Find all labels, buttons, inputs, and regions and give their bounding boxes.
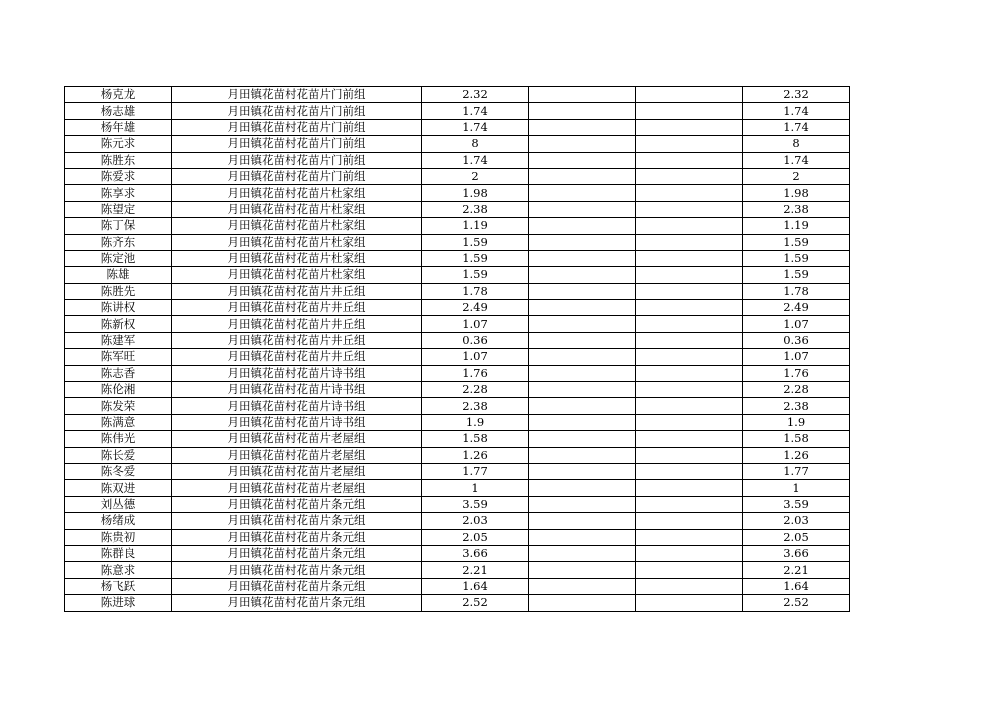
name-cell: 陈新权 — [65, 316, 172, 332]
empty-cell — [636, 513, 743, 529]
empty-cell — [636, 103, 743, 119]
area-cell: 1.74 — [422, 103, 529, 119]
empty-cell — [636, 267, 743, 283]
empty-cell — [636, 87, 743, 103]
table-row — [65, 463, 850, 479]
empty-cell — [529, 414, 636, 430]
empty-cell — [636, 382, 743, 398]
table-row — [65, 447, 850, 463]
area-cell: 1.19 — [422, 218, 529, 234]
empty-cell — [529, 136, 636, 152]
name-cell: 陈意求 — [65, 562, 172, 578]
empty-cell — [636, 332, 743, 348]
total-cell: 3.59 — [743, 496, 850, 512]
total-cell: 1.64 — [743, 578, 850, 594]
total-cell: 1.98 — [743, 185, 850, 201]
empty-cell — [529, 332, 636, 348]
address-cell: 月田镇花苗村花苗片井丘组 — [172, 349, 422, 365]
empty-cell — [636, 185, 743, 201]
area-cell: 2.38 — [422, 201, 529, 217]
table-row — [65, 496, 850, 512]
address-cell: 月田镇花苗村花苗片诗书组 — [172, 382, 422, 398]
address-cell: 月田镇花苗村花苗片老屋组 — [172, 431, 422, 447]
address-cell: 月田镇花苗村花苗片井丘组 — [172, 300, 422, 316]
empty-cell — [636, 398, 743, 414]
total-cell: 2.05 — [743, 529, 850, 545]
empty-cell — [636, 300, 743, 316]
name-cell: 杨克龙 — [65, 87, 172, 103]
address-cell: 月田镇花苗村花苗片诗书组 — [172, 414, 422, 430]
total-cell: 1.26 — [743, 447, 850, 463]
area-cell: 1.74 — [422, 119, 529, 135]
name-cell: 陈发荣 — [65, 398, 172, 414]
empty-cell — [529, 234, 636, 250]
address-cell: 月田镇花苗村花苗片杜家组 — [172, 267, 422, 283]
empty-cell — [636, 136, 743, 152]
empty-cell — [529, 480, 636, 496]
total-cell: 3.66 — [743, 545, 850, 561]
empty-cell — [529, 283, 636, 299]
total-cell: 1.07 — [743, 316, 850, 332]
total-cell: 2.21 — [743, 562, 850, 578]
table-row — [65, 283, 850, 299]
empty-cell — [636, 168, 743, 184]
name-cell: 陈元求 — [65, 136, 172, 152]
total-cell: 2.28 — [743, 382, 850, 398]
total-cell: 8 — [743, 136, 850, 152]
empty-cell — [636, 431, 743, 447]
area-cell: 0.36 — [422, 332, 529, 348]
total-cell: 1.76 — [743, 365, 850, 381]
total-cell: 1.59 — [743, 267, 850, 283]
table-row — [65, 267, 850, 283]
empty-cell — [636, 201, 743, 217]
empty-cell — [636, 250, 743, 266]
area-cell: 1.59 — [422, 234, 529, 250]
table-row — [65, 382, 850, 398]
table-row — [65, 250, 850, 266]
address-cell: 月田镇花苗村花苗片老屋组 — [172, 480, 422, 496]
address-cell: 月田镇花苗村花苗片杜家组 — [172, 234, 422, 250]
total-cell: 2.03 — [743, 513, 850, 529]
empty-cell — [529, 316, 636, 332]
empty-cell — [636, 119, 743, 135]
address-cell: 月田镇花苗村花苗片门前组 — [172, 119, 422, 135]
total-cell: 1.9 — [743, 414, 850, 430]
empty-cell — [529, 382, 636, 398]
empty-cell — [529, 201, 636, 217]
table-row — [65, 201, 850, 217]
address-cell: 月田镇花苗村花苗片杜家组 — [172, 250, 422, 266]
empty-cell — [529, 250, 636, 266]
area-cell: 2.03 — [422, 513, 529, 529]
area-cell: 8 — [422, 136, 529, 152]
table-row — [65, 414, 850, 430]
address-cell: 月田镇花苗村花苗片门前组 — [172, 136, 422, 152]
empty-cell — [636, 218, 743, 234]
empty-cell — [636, 349, 743, 365]
address-cell: 月田镇花苗村花苗片条元组 — [172, 578, 422, 594]
area-cell: 1.58 — [422, 431, 529, 447]
name-cell: 陈建军 — [65, 332, 172, 348]
address-cell: 月田镇花苗村花苗片门前组 — [172, 152, 422, 168]
total-cell: 1.74 — [743, 119, 850, 135]
table-row — [65, 480, 850, 496]
area-cell: 2.28 — [422, 382, 529, 398]
area-cell: 2.05 — [422, 529, 529, 545]
name-cell: 陈雄 — [65, 267, 172, 283]
empty-cell — [529, 267, 636, 283]
area-cell: 1.74 — [422, 152, 529, 168]
empty-cell — [529, 496, 636, 512]
name-cell: 陈爱求 — [65, 168, 172, 184]
area-cell: 1.76 — [422, 365, 529, 381]
table-row — [65, 578, 850, 594]
empty-cell — [529, 447, 636, 463]
total-cell: 2.52 — [743, 595, 850, 611]
total-cell: 1.78 — [743, 283, 850, 299]
empty-cell — [529, 578, 636, 594]
table-row — [65, 316, 850, 332]
address-cell: 月田镇花苗村花苗片条元组 — [172, 545, 422, 561]
table-row — [65, 513, 850, 529]
table-row — [65, 545, 850, 561]
empty-cell — [529, 300, 636, 316]
area-cell: 1.26 — [422, 447, 529, 463]
empty-cell — [636, 595, 743, 611]
address-cell: 月田镇花苗村花苗片井丘组 — [172, 332, 422, 348]
address-cell: 月田镇花苗村花苗片井丘组 — [172, 283, 422, 299]
table-row — [65, 218, 850, 234]
total-cell: 1.07 — [743, 349, 850, 365]
total-cell: 2.38 — [743, 201, 850, 217]
address-cell: 月田镇花苗村花苗片诗书组 — [172, 365, 422, 381]
total-cell: 1.77 — [743, 463, 850, 479]
name-cell: 陈伦湘 — [65, 382, 172, 398]
name-cell: 陈丁保 — [65, 218, 172, 234]
empty-cell — [636, 234, 743, 250]
address-cell: 月田镇花苗村花苗片井丘组 — [172, 316, 422, 332]
name-cell: 杨志雄 — [65, 103, 172, 119]
name-cell: 陈讲权 — [65, 300, 172, 316]
area-cell: 2.38 — [422, 398, 529, 414]
address-cell: 月田镇花苗村花苗片门前组 — [172, 168, 422, 184]
name-cell: 杨飞跃 — [65, 578, 172, 594]
area-cell: 3.66 — [422, 545, 529, 561]
area-cell: 1.98 — [422, 185, 529, 201]
empty-cell — [636, 578, 743, 594]
name-cell: 陈军旺 — [65, 349, 172, 365]
total-cell: 0.36 — [743, 332, 850, 348]
name-cell: 陈长爱 — [65, 447, 172, 463]
table-row — [65, 562, 850, 578]
table-row — [65, 398, 850, 414]
address-cell: 月田镇花苗村花苗片老屋组 — [172, 463, 422, 479]
area-cell: 2.52 — [422, 595, 529, 611]
empty-cell — [529, 152, 636, 168]
table-row — [65, 234, 850, 250]
table-row — [65, 332, 850, 348]
address-cell: 月田镇花苗村花苗片杜家组 — [172, 201, 422, 217]
table-body — [65, 87, 850, 612]
empty-cell — [529, 365, 636, 381]
empty-cell — [636, 283, 743, 299]
table-row — [65, 300, 850, 316]
name-cell: 陈望定 — [65, 201, 172, 217]
empty-cell — [636, 529, 743, 545]
area-cell: 1.77 — [422, 463, 529, 479]
name-cell: 杨绪成 — [65, 513, 172, 529]
empty-cell — [636, 316, 743, 332]
table-row — [65, 431, 850, 447]
table-row — [65, 185, 850, 201]
empty-cell — [636, 447, 743, 463]
empty-cell — [636, 152, 743, 168]
name-cell: 陈胜东 — [65, 152, 172, 168]
empty-cell — [529, 87, 636, 103]
name-cell: 陈定池 — [65, 250, 172, 266]
address-cell: 月田镇花苗村花苗片条元组 — [172, 595, 422, 611]
area-cell: 2.49 — [422, 300, 529, 316]
table-row — [65, 152, 850, 168]
area-cell: 1.64 — [422, 578, 529, 594]
empty-cell — [529, 529, 636, 545]
name-cell: 陈群良 — [65, 545, 172, 561]
address-cell: 月田镇花苗村花苗片条元组 — [172, 496, 422, 512]
table-row — [65, 595, 850, 611]
empty-cell — [529, 349, 636, 365]
empty-cell — [529, 562, 636, 578]
address-cell: 月田镇花苗村花苗片条元组 — [172, 513, 422, 529]
empty-cell — [529, 119, 636, 135]
name-cell: 陈进球 — [65, 595, 172, 611]
area-cell: 1.59 — [422, 267, 529, 283]
name-cell: 刘丛德 — [65, 496, 172, 512]
empty-cell — [529, 463, 636, 479]
area-cell: 2.21 — [422, 562, 529, 578]
empty-cell — [636, 414, 743, 430]
empty-cell — [636, 463, 743, 479]
table-row — [65, 365, 850, 381]
area-cell: 1.78 — [422, 283, 529, 299]
total-cell: 1.74 — [743, 152, 850, 168]
empty-cell — [529, 595, 636, 611]
empty-cell — [636, 545, 743, 561]
total-cell: 1 — [743, 480, 850, 496]
name-cell: 陈贵初 — [65, 529, 172, 545]
name-cell: 杨年雄 — [65, 119, 172, 135]
area-cell: 2 — [422, 168, 529, 184]
empty-cell — [529, 218, 636, 234]
name-cell: 陈双进 — [65, 480, 172, 496]
empty-cell — [529, 168, 636, 184]
address-cell: 月田镇花苗村花苗片条元组 — [172, 562, 422, 578]
table-row — [65, 103, 850, 119]
table-row — [65, 168, 850, 184]
empty-cell — [529, 545, 636, 561]
empty-cell — [529, 398, 636, 414]
area-cell: 1.59 — [422, 250, 529, 266]
data-table — [64, 86, 850, 612]
empty-cell — [636, 562, 743, 578]
total-cell: 2.38 — [743, 398, 850, 414]
total-cell: 2.49 — [743, 300, 850, 316]
address-cell: 月田镇花苗村花苗片老屋组 — [172, 447, 422, 463]
name-cell: 陈伟光 — [65, 431, 172, 447]
empty-cell — [636, 496, 743, 512]
name-cell: 陈胜先 — [65, 283, 172, 299]
area-cell: 1.07 — [422, 349, 529, 365]
total-cell: 1.74 — [743, 103, 850, 119]
table-row — [65, 349, 850, 365]
address-cell: 月田镇花苗村花苗片杜家组 — [172, 218, 422, 234]
address-cell: 月田镇花苗村花苗片条元组 — [172, 529, 422, 545]
area-cell: 1.9 — [422, 414, 529, 430]
empty-cell — [529, 431, 636, 447]
area-cell: 1 — [422, 480, 529, 496]
empty-cell — [529, 513, 636, 529]
total-cell: 1.19 — [743, 218, 850, 234]
empty-cell — [636, 480, 743, 496]
total-cell: 1.59 — [743, 250, 850, 266]
total-cell: 2.32 — [743, 87, 850, 103]
area-cell: 3.59 — [422, 496, 529, 512]
name-cell: 陈满意 — [65, 414, 172, 430]
address-cell: 月田镇花苗村花苗片门前组 — [172, 87, 422, 103]
total-cell: 1.59 — [743, 234, 850, 250]
table-row — [65, 529, 850, 545]
total-cell: 2 — [743, 168, 850, 184]
table-row — [65, 119, 850, 135]
area-cell: 2.32 — [422, 87, 529, 103]
empty-cell — [529, 185, 636, 201]
area-cell: 1.07 — [422, 316, 529, 332]
table-row — [65, 87, 850, 103]
name-cell: 陈齐东 — [65, 234, 172, 250]
name-cell: 陈冬爱 — [65, 463, 172, 479]
address-cell: 月田镇花苗村花苗片诗书组 — [172, 398, 422, 414]
total-cell: 1.58 — [743, 431, 850, 447]
table-row — [65, 136, 850, 152]
name-cell: 陈享求 — [65, 185, 172, 201]
empty-cell — [529, 103, 636, 119]
empty-cell — [636, 365, 743, 381]
address-cell: 月田镇花苗村花苗片杜家组 — [172, 185, 422, 201]
address-cell: 月田镇花苗村花苗片门前组 — [172, 103, 422, 119]
name-cell: 陈志香 — [65, 365, 172, 381]
